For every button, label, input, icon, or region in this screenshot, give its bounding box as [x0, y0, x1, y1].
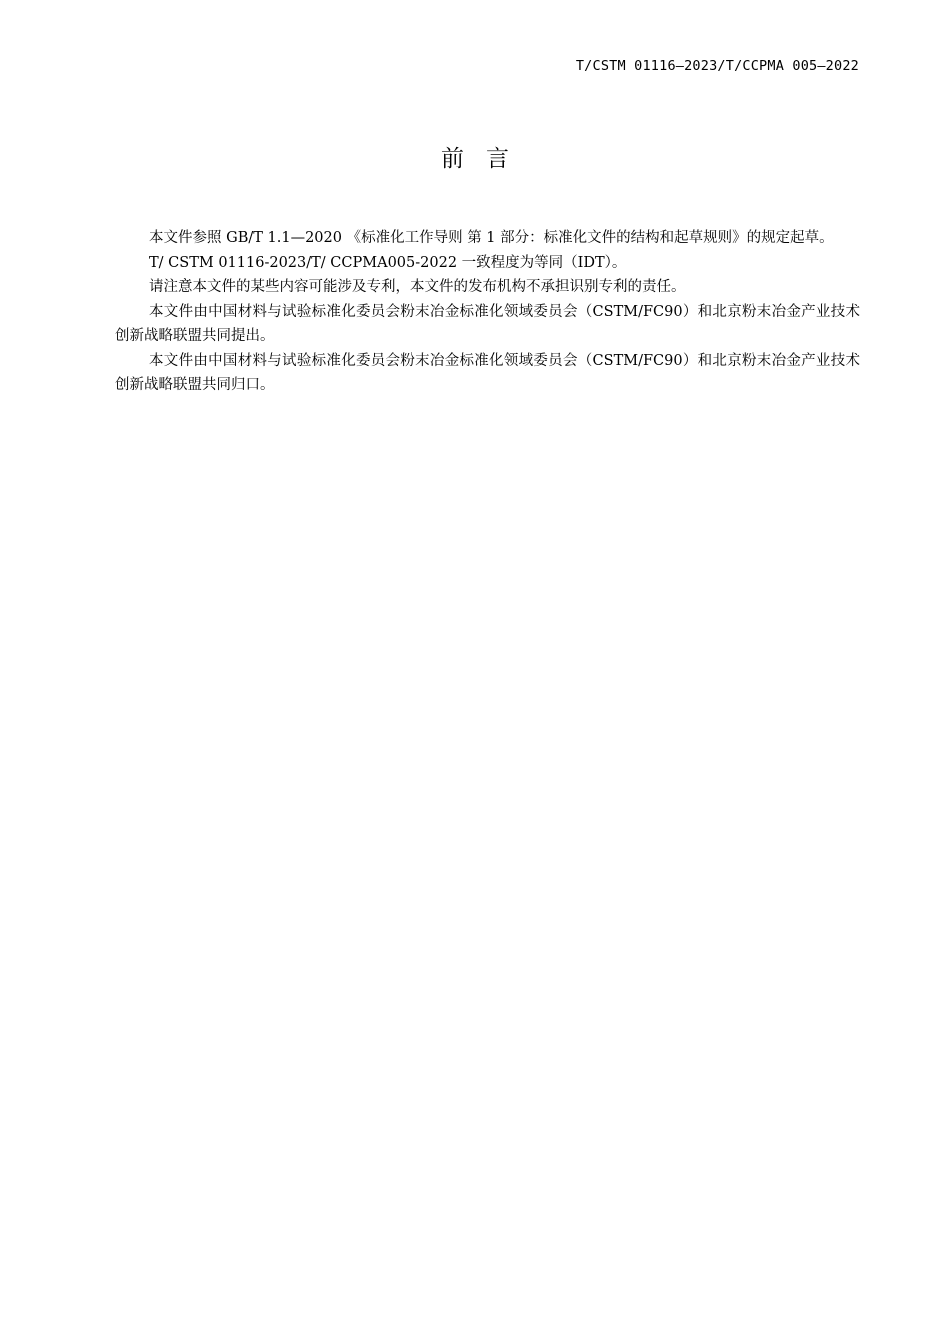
- paragraph-proposed-by: 本文件由中国材料与试验标准化委员会粉末冶金标准化领域委员会（CSTM/FC90）和北京粉末冶金产业技术创新战略联盟共同提出。: [115, 303, 860, 344]
- paragraph-drafting-basis: 本文件参照 GB/T 1.1—2020 《标准化工作导则 第 1 部分：标准化文件的结构和起草规则》的规定起草。: [149, 230, 834, 246]
- paragraph-patent-notice: 请注意本文件的某些内容可能涉及专利，本文件的发布机构不承担识别专利的责任。: [149, 279, 686, 295]
- paragraph-equivalence: T/ CSTM 01116-2023/T/ CCPMA005-2022 一致程度为等同（IDT）。: [149, 254, 627, 271]
- paragraph-centralized-by: 本文件由中国材料与试验标准化委员会粉末冶金标准化领域委员会（CSTM/FC90）和北京粉末冶金产业技术创新战略联盟共同归口。: [115, 352, 860, 393]
- foreword-body: [115, 226, 860, 398]
- document-number-header: T/CSTM 01116—2023/T/CCPMA 005—2022: [575, 58, 859, 74]
- page-title: 前言: [441, 146, 531, 172]
